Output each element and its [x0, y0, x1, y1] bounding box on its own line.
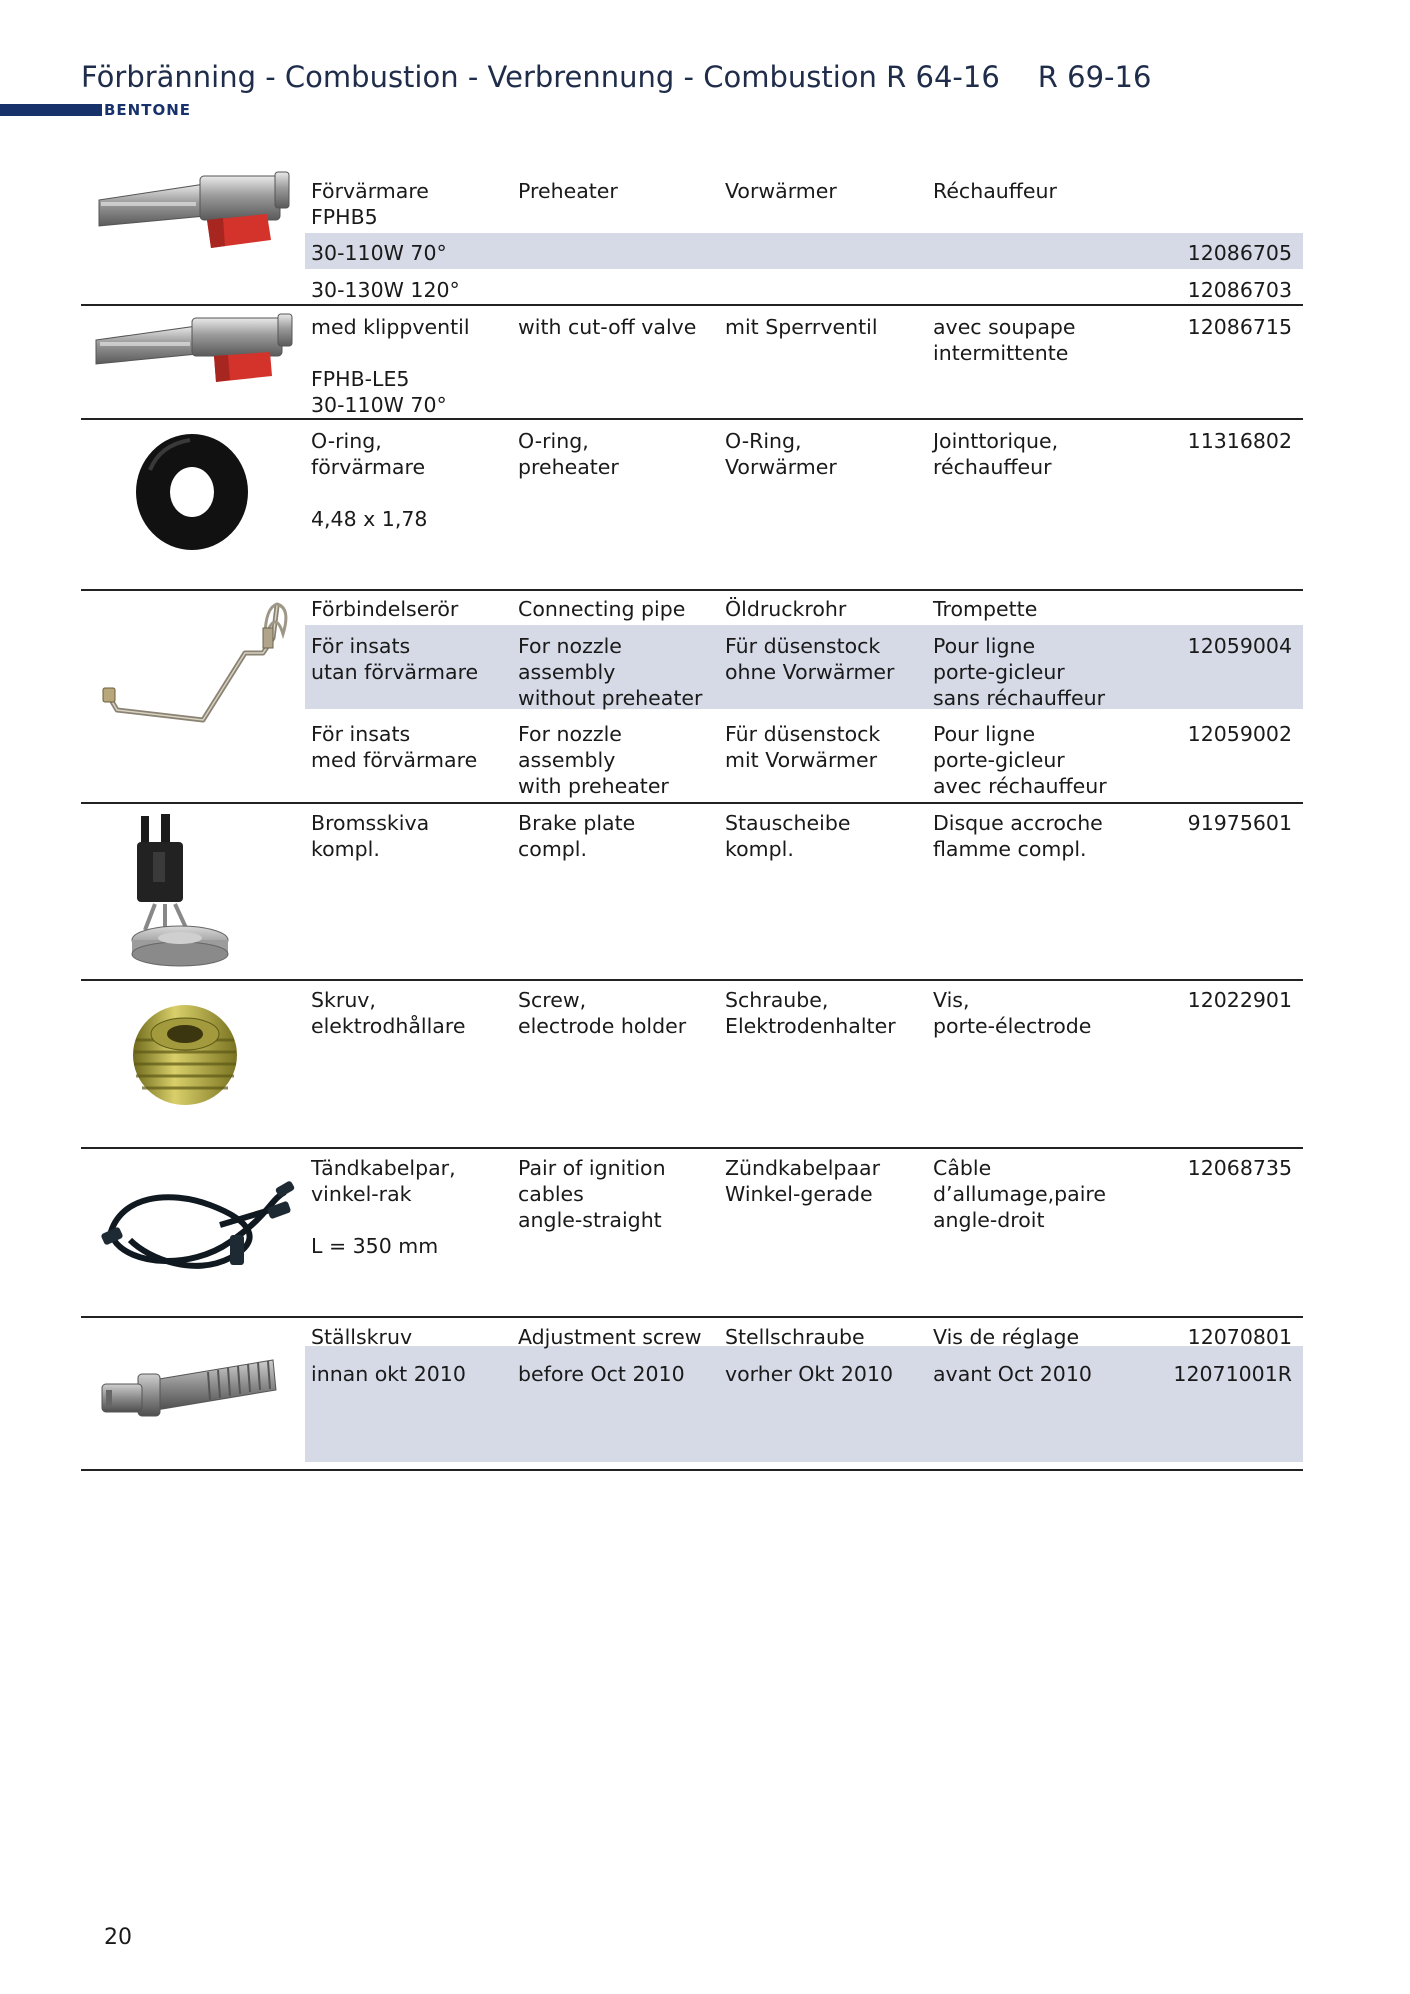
brand-label: BENTONE: [104, 101, 192, 119]
row-divider: [81, 802, 1303, 804]
adjust-fr: Vis de réglage: [933, 1325, 1080, 1349]
cable-en: Pair of ignition cables angle-straight: [518, 1156, 666, 1232]
row-divider: [81, 1147, 1303, 1149]
row-divider: [81, 418, 1303, 420]
cable-fr: Câble d’allumage,paire angle-droit: [933, 1156, 1107, 1232]
cable-de: Zündkabelpaar Winkel-gerade: [725, 1156, 881, 1206]
adjust-de: Stellschraube: [725, 1325, 865, 1349]
row-divider: [81, 979, 1303, 981]
preheater-variant1-number: 12086705: [1187, 241, 1292, 265]
row-divider: [81, 589, 1303, 591]
cutoff-number: 12086715: [1187, 315, 1292, 339]
row-divider: [81, 1316, 1303, 1318]
title-main: Förbränning - Combustion - Verbrennung - Combustion R 64-16: [81, 60, 1000, 94]
pipe-b-en: For nozzle assembly with preheater: [518, 722, 669, 798]
adjust-b-number: 12071001R: [1173, 1362, 1292, 1386]
adjust-b-fr: avant Oct 2010: [933, 1362, 1092, 1386]
brand-bar: [0, 104, 102, 116]
preheater-variant2-label: 30-130W 120°: [311, 278, 460, 302]
page-title: [81, 60, 1151, 94]
oring-de: O-Ring, Vorwärmer: [725, 429, 837, 479]
row-divider: [81, 304, 1303, 306]
cable-number: 12068735: [1187, 1156, 1292, 1180]
cable-sv: Tändkabelpar, vinkel-rak: [311, 1156, 456, 1206]
preheater-sv: Förvärmare FPHB5: [311, 179, 429, 229]
screw-de: Schraube, Elektrodenhalter: [725, 988, 896, 1038]
highlight-row: [305, 233, 1303, 269]
pipe-b-de: Für düsenstock mit Vorwärmer: [725, 722, 881, 772]
brake-de: Stauscheibe kompl.: [725, 811, 851, 861]
cutoff-de: mit Sperrventil: [725, 315, 878, 339]
pipe-a-fr: Pour ligne porte-gicleur sans réchauffeur: [933, 634, 1105, 710]
adjust-number: 12070801: [1187, 1325, 1292, 1349]
preheater-cutoff-icon: [92, 310, 297, 385]
o-ring-icon: [130, 430, 255, 555]
connecting-pipe-icon: [95, 598, 295, 728]
row-divider: [81, 1469, 1303, 1471]
adjust-sv: Ställskruv: [311, 1325, 413, 1349]
pipe-a-en: For nozzle assembly without preheater: [518, 634, 703, 710]
pipe-a-sv: För insats utan förvärmare: [311, 634, 479, 684]
cutoff-sv: med klippventil: [311, 315, 470, 339]
pipe-a-number: 12059004: [1187, 634, 1292, 658]
cable-length: L = 350 mm: [311, 1234, 439, 1258]
adjust-b-de: vorher Okt 2010: [725, 1362, 894, 1386]
brake-sv: Bromsskiva kompl.: [311, 811, 430, 861]
oring-dimensions: 4,48 x 1,78: [311, 507, 428, 531]
brake-plate-icon: [125, 812, 235, 972]
adjustment-screw-icon: [98, 1350, 278, 1435]
cutoff-fr: avec soupape intermittente: [933, 315, 1076, 365]
pipe-fr: Trompette: [933, 597, 1038, 621]
oring-sv: O-ring, förvärmare: [311, 429, 426, 479]
page-number: 20: [104, 1925, 132, 1950]
preheater-variant1-label: 30-110W 70°: [311, 241, 447, 265]
brake-en: Brake plate compl.: [518, 811, 636, 861]
pipe-a-de: Für düsenstock ohne Vorwärmer: [725, 634, 895, 684]
pipe-en: Connecting pipe: [518, 597, 686, 621]
preheater-variant2-number: 12086703: [1187, 278, 1292, 302]
adjust-b-en: before Oct 2010: [518, 1362, 685, 1386]
preheater-icon: [95, 170, 295, 260]
screw-icon: [128, 1000, 243, 1110]
screw-number: 12022901: [1187, 988, 1292, 1012]
screw-en: Screw, electrode holder: [518, 988, 687, 1038]
adjust-b-sv: innan okt 2010: [311, 1362, 466, 1386]
screw-sv: Skruv, elektrodhållare: [311, 988, 466, 1038]
cutoff-en: with cut-off valve: [518, 315, 697, 339]
pipe-de: Öldruckrohr: [725, 597, 847, 621]
pipe-sv: Förbindelserör: [311, 597, 459, 621]
screw-fr: Vis, porte-électrode: [933, 988, 1092, 1038]
oring-fr: Jointtorique, réchauffeur: [933, 429, 1059, 479]
brake-fr: Disque accroche flamme compl.: [933, 811, 1103, 861]
preheater-fr: Réchauffeur: [933, 179, 1057, 203]
preheater-de: Vorwärmer: [725, 179, 837, 203]
cutoff-model: FPHB-LE5 30-110W 70°: [311, 367, 447, 417]
ignition-cable-icon: [100, 1180, 295, 1270]
preheater-en: Preheater: [518, 179, 618, 203]
pipe-b-sv: För insats med förvärmare: [311, 722, 478, 772]
oring-number: 11316802: [1187, 429, 1292, 453]
oring-en: O-ring, preheater: [518, 429, 619, 479]
pipe-b-fr: Pour ligne porte-gicleur avec réchauffeur: [933, 722, 1107, 798]
adjust-en: Adjustment screw: [518, 1325, 702, 1349]
pipe-b-number: 12059002: [1187, 722, 1292, 746]
brake-number: 91975601: [1187, 811, 1292, 835]
title-models: R 69-16: [1037, 60, 1152, 94]
